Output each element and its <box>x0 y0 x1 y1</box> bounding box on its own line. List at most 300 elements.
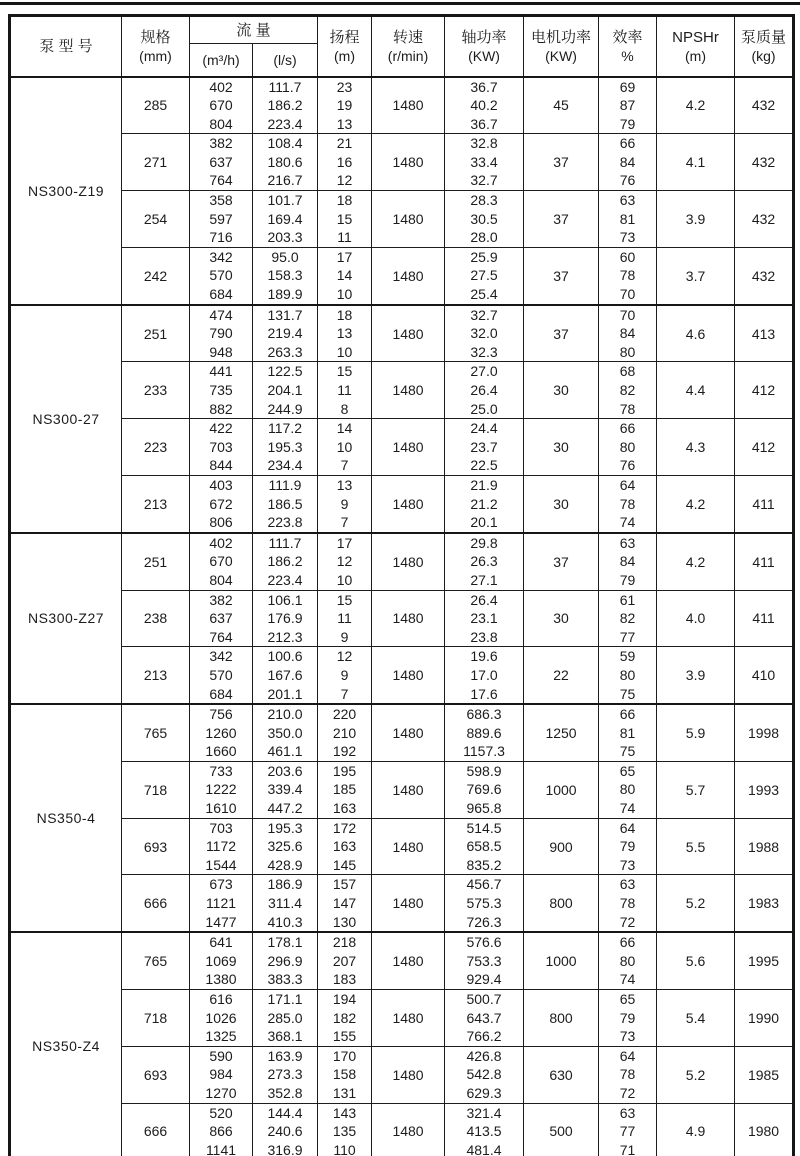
flow-ls-cell-value: 203.3 <box>267 229 303 246</box>
flow-m3h-cell-value: 520 <box>209 1104 233 1121</box>
head-m-cell-value: 10 <box>336 438 353 455</box>
flow-ls-cell-value: 111.9 <box>268 476 302 493</box>
shaft-power-kw-cell-value: 21.2 <box>470 495 498 512</box>
spec-mm-cell: 765 <box>122 932 190 989</box>
head-m-cell <box>318 305 372 362</box>
head-m-cell-value: 9 <box>340 666 349 683</box>
flow-ls-cell <box>253 134 318 191</box>
efficiency-pct-cell-value: 68 <box>619 363 636 380</box>
npshr-m-cell: 4.4 <box>657 362 735 419</box>
col-header-efficiency: 效率 % <box>599 16 657 77</box>
speed-rpm-cell: 1480 <box>372 932 445 989</box>
shaft-power-kw-cell-value: 726.3 <box>466 913 502 930</box>
shaft-power-kw-cell-value: 643.7 <box>466 1009 502 1026</box>
pump-model-name: NS300-Z19 <box>10 77 122 305</box>
flow-ls-cell-value: 223.4 <box>267 571 303 588</box>
efficiency-pct-cell <box>599 704 657 761</box>
flow-m3h-cell-value: 1026 <box>205 1009 237 1026</box>
shaft-power-kw-cell <box>445 990 524 1047</box>
pump-mass-kg-cell: 1985 <box>735 1046 794 1103</box>
flow-m3h-cell-value: 1121 <box>205 895 237 912</box>
shaft-power-kw-cell-value: 19.6 <box>470 648 498 665</box>
npshr-m-cell: 5.2 <box>657 1046 735 1103</box>
flow-ls-cell-value: 158.3 <box>267 267 303 284</box>
pump-mass-kg-cell: 1998 <box>735 704 794 761</box>
head-m-cell-value: 14 <box>336 267 353 284</box>
head-m-cell <box>318 77 372 134</box>
shaft-power-kw-cell-value: 658.5 <box>466 838 502 855</box>
head-m-cell-value: 194 <box>332 991 357 1007</box>
flow-ls-cell-value: 186.2 <box>267 553 303 570</box>
flow-m3h-cell <box>190 362 253 419</box>
spec-mm-cell: 254 <box>122 191 190 248</box>
flow-ls-cell-value: 186.9 <box>267 876 303 893</box>
pump-mass-kg-cell: 1988 <box>735 818 794 875</box>
flow-m3h-cell <box>190 990 253 1047</box>
flow-ls-cell-value: 163.9 <box>267 1047 303 1064</box>
head-m-cell-value: 12 <box>336 553 353 570</box>
shaft-power-kw-cell <box>445 1046 524 1103</box>
pump-spec-table <box>8 14 795 1156</box>
flow-m3h-cell <box>190 191 253 248</box>
head-m-cell-value: 7 <box>340 514 349 531</box>
shaft-power-kw-cell-value: 27.5 <box>470 267 498 284</box>
shaft-power-kw-cell-value: 575.3 <box>466 895 502 912</box>
efficiency-pct-cell-value: 80 <box>619 343 636 360</box>
spec-row <box>10 247 794 304</box>
shaft-power-kw-cell-value: 514.5 <box>466 819 502 836</box>
shaft-power-kw-cell-value: 500.7 <box>466 991 502 1007</box>
spec-row <box>10 419 794 476</box>
flow-ls-cell-value: 95.0 <box>271 248 299 265</box>
pump-mass-kg-cell: 1990 <box>735 990 794 1047</box>
flow-ls-cell-value: 195.3 <box>267 438 303 455</box>
head-m-cell-value: 163 <box>332 800 357 817</box>
efficiency-pct-cell <box>599 647 657 704</box>
shaft-power-kw-cell-value: 32.7 <box>470 306 498 323</box>
head-m-cell-value: 110 <box>333 1141 356 1156</box>
pump-model-name: NS350-Z4 <box>10 932 122 1156</box>
flow-m3h-cell-value: 1660 <box>205 743 237 760</box>
flow-m3h-cell-value: 764 <box>209 172 233 189</box>
head-m-cell-value: 12 <box>336 172 353 189</box>
shaft-power-kw-cell <box>445 932 524 989</box>
pump-mass-kg-cell: 1980 <box>735 1103 794 1156</box>
efficiency-pct-cell-value: 80 <box>619 666 636 683</box>
shaft-power-kw-cell-value: 36.7 <box>470 115 498 132</box>
efficiency-pct-cell-value: 84 <box>619 325 636 342</box>
flow-m3h-cell <box>190 818 253 875</box>
efficiency-pct-cell-value: 78 <box>619 1066 636 1083</box>
npshr-m-cell: 5.5 <box>657 818 735 875</box>
pump-mass-kg-cell: 412 <box>735 419 794 476</box>
flow-m3h-cell-value: 382 <box>209 591 233 608</box>
flow-m3h-cell-value: 670 <box>209 553 233 570</box>
flow-m3h-cell-value: 684 <box>209 685 233 702</box>
shaft-power-kw-cell-value: 32.0 <box>470 325 498 342</box>
efficiency-pct-cell-value: 65 <box>619 991 636 1007</box>
flow-m3h-cell-value: 402 <box>209 534 233 551</box>
shaft-power-kw-cell-value: 753.3 <box>466 952 502 969</box>
flow-m3h-cell-value: 1069 <box>205 952 237 969</box>
efficiency-pct-cell <box>599 191 657 248</box>
flow-m3h-cell <box>190 475 253 532</box>
shaft-power-kw-cell-value: 28.0 <box>470 229 498 246</box>
efficiency-pct-cell <box>599 305 657 362</box>
flow-m3h-cell-value: 358 <box>209 192 233 209</box>
shaft-power-kw-cell-value: 686.3 <box>466 706 502 723</box>
efficiency-pct-cell-value: 77 <box>619 1123 636 1140</box>
efficiency-pct-cell-value: 64 <box>619 476 636 493</box>
flow-ls-cell-value: 219.4 <box>267 325 303 342</box>
shaft-power-kw-cell <box>445 191 524 248</box>
head-m-cell-value: 172 <box>332 819 357 836</box>
flow-ls-cell-value: 244.9 <box>267 400 303 417</box>
npshr-m-cell: 4.0 <box>657 590 735 647</box>
spec-mm-cell: 666 <box>122 1103 190 1156</box>
flow-ls-cell <box>253 761 318 818</box>
head-m-cell-value: 157 <box>332 876 357 893</box>
shaft-power-kw-cell-value: 32.8 <box>470 135 498 152</box>
spec-mm-cell: 285 <box>122 77 190 134</box>
col-header-motor-power: 电机功率 (KW) <box>524 16 599 77</box>
shaft-power-kw-cell-value: 766.2 <box>466 1028 502 1045</box>
spec-row <box>10 647 794 704</box>
efficiency-pct-cell <box>599 590 657 647</box>
shaft-power-kw-cell-value: 27.1 <box>470 571 498 588</box>
shaft-power-kw-cell <box>445 247 524 304</box>
flow-ls-cell-value: 216.7 <box>267 172 303 189</box>
motor-power-kw-cell: 37 <box>524 305 599 362</box>
head-m-cell <box>318 875 372 932</box>
flow-m3h-cell <box>190 704 253 761</box>
efficiency-pct-cell-value: 66 <box>619 934 636 951</box>
flow-m3h-cell-value: 1610 <box>205 800 237 817</box>
spec-row <box>10 932 794 989</box>
flow-m3h-cell-value: 474 <box>209 306 233 323</box>
efficiency-pct-cell-value: 76 <box>619 457 636 474</box>
flow-m3h-cell-value: 756 <box>209 706 233 723</box>
flow-ls-cell-value: 178.1 <box>267 934 303 951</box>
head-m-cell-value: 11 <box>337 610 352 627</box>
pump-mass-kg-cell: 412 <box>735 362 794 419</box>
flow-ls-cell <box>253 590 318 647</box>
flow-ls-cell-value: 352.8 <box>267 1084 303 1101</box>
pump-mass-kg-cell: 411 <box>735 475 794 532</box>
flow-ls-cell <box>253 419 318 476</box>
efficiency-pct-cell-value: 76 <box>619 172 636 189</box>
flow-ls-cell <box>253 191 318 248</box>
shaft-power-kw-cell <box>445 647 524 704</box>
motor-power-kw-cell: 30 <box>524 590 599 647</box>
head-m-cell-value: 11 <box>337 382 352 398</box>
flow-ls-cell-value: 296.9 <box>267 952 303 969</box>
flow-ls-cell <box>253 305 318 362</box>
flow-ls-cell-value: 117.2 <box>268 420 302 437</box>
head-m-cell <box>318 704 372 761</box>
flow-ls-cell-value: 210.0 <box>267 706 303 723</box>
flow-ls-cell-value: 339.4 <box>267 781 303 798</box>
efficiency-pct-cell-value: 82 <box>619 610 636 627</box>
flow-ls-cell-value: 204.1 <box>267 382 303 398</box>
flow-m3h-cell-value: 703 <box>209 438 233 455</box>
shaft-power-kw-cell-value: 321.4 <box>466 1104 502 1121</box>
pump-mass-kg-cell: 1983 <box>735 875 794 932</box>
efficiency-pct-cell-value: 63 <box>619 876 636 893</box>
col-header-flow: 流 量 <box>190 16 318 44</box>
flow-ls-cell-value: 447.2 <box>267 800 303 817</box>
shaft-power-kw-cell <box>445 305 524 362</box>
flow-m3h-cell-value: 1325 <box>205 1028 237 1045</box>
efficiency-pct-cell-value: 66 <box>619 420 636 437</box>
spec-mm-cell: 233 <box>122 362 190 419</box>
pump-mass-kg-cell: 411 <box>735 533 794 590</box>
flow-ls-cell-value: 106.1 <box>267 591 303 608</box>
speed-rpm-cell: 1480 <box>372 247 445 304</box>
flow-m3h-cell-value: 670 <box>209 97 233 114</box>
head-m-cell <box>318 419 372 476</box>
col-header-speed: 转速 (r/min) <box>372 16 445 77</box>
flow-m3h-cell-value: 882 <box>209 400 233 417</box>
spec-row <box>10 362 794 419</box>
flow-m3h-cell-value: 570 <box>209 267 233 284</box>
flow-ls-cell-value: 201.1 <box>267 685 303 702</box>
flow-m3h-cell-value: 616 <box>209 991 233 1007</box>
head-m-cell-value: 147 <box>332 895 357 912</box>
head-m-cell-value: 145 <box>332 856 357 873</box>
flow-ls-cell-value: 176.9 <box>267 610 303 627</box>
head-m-cell-value: 220 <box>332 706 357 723</box>
efficiency-pct-cell-value: 79 <box>619 838 636 855</box>
speed-rpm-cell: 1480 <box>372 818 445 875</box>
motor-power-kw-cell: 45 <box>524 77 599 134</box>
head-m-cell-value: 182 <box>332 1009 357 1026</box>
flow-ls-cell <box>253 932 318 989</box>
shaft-power-kw-cell-value: 426.8 <box>466 1047 502 1064</box>
shaft-power-kw-cell <box>445 475 524 532</box>
head-m-cell-value: 23 <box>336 78 353 95</box>
efficiency-pct-cell-value: 73 <box>619 856 636 873</box>
flow-ls-cell-value: 234.4 <box>267 457 303 474</box>
spec-row <box>10 1046 794 1103</box>
flow-ls-cell-value: 223.4 <box>267 115 303 132</box>
col-header-flow-ls: (l/s) <box>253 44 318 77</box>
shaft-power-kw-cell-value: 889.6 <box>466 724 502 741</box>
flow-m3h-cell-value: 1477 <box>205 913 237 930</box>
head-m-cell-value: 185 <box>332 781 357 798</box>
flow-m3h-cell <box>190 419 253 476</box>
page-top-rule <box>0 2 800 5</box>
flow-ls-cell <box>253 533 318 590</box>
head-m-cell-value: 17 <box>336 248 353 265</box>
efficiency-pct-cell-value: 82 <box>619 382 636 398</box>
flow-m3h-cell-value: 790 <box>209 325 233 342</box>
spec-row <box>10 875 794 932</box>
head-m-cell <box>318 247 372 304</box>
shaft-power-kw-cell-value: 33.4 <box>470 153 498 170</box>
spec-mm-cell: 213 <box>122 647 190 704</box>
pump-model-name: NS300-27 <box>10 305 122 533</box>
flow-m3h-cell-value: 637 <box>209 153 233 170</box>
shaft-power-kw-cell-value: 769.6 <box>466 781 502 798</box>
efficiency-pct-cell <box>599 1103 657 1156</box>
flow-m3h-cell-value: 570 <box>209 666 233 683</box>
shaft-power-kw-cell-value: 21.9 <box>470 476 498 493</box>
motor-power-kw-cell: 37 <box>524 247 599 304</box>
flow-m3h-cell-value: 641 <box>209 934 233 951</box>
flow-m3h-cell-value: 382 <box>209 135 233 152</box>
flow-m3h-cell-value: 866 <box>209 1123 233 1140</box>
flow-ls-cell-value: 428.9 <box>267 856 303 873</box>
head-m-cell <box>318 533 372 590</box>
npshr-m-cell: 4.2 <box>657 77 735 134</box>
head-m-cell-value: 18 <box>336 192 353 209</box>
npshr-m-cell: 5.2 <box>657 875 735 932</box>
shaft-power-kw-cell-value: 26.4 <box>470 591 498 608</box>
shaft-power-kw-cell <box>445 875 524 932</box>
flow-ls-cell-value: 186.5 <box>267 495 303 512</box>
flow-m3h-cell-value: 342 <box>209 648 233 665</box>
flow-ls-cell-value: 410.3 <box>267 913 303 930</box>
flow-ls-cell-value: 368.1 <box>267 1028 303 1045</box>
motor-power-kw-cell: 30 <box>524 475 599 532</box>
efficiency-pct-cell-value: 80 <box>619 952 636 969</box>
head-m-cell-value: 12 <box>336 648 353 665</box>
speed-rpm-cell: 1480 <box>372 1046 445 1103</box>
npshr-m-cell: 4.6 <box>657 305 735 362</box>
npshr-m-cell: 4.9 <box>657 1103 735 1156</box>
head-m-cell-value: 15 <box>336 210 353 227</box>
speed-rpm-cell: 1480 <box>372 647 445 704</box>
efficiency-pct-cell-value: 75 <box>619 685 636 702</box>
flow-m3h-cell-value: 804 <box>209 571 233 588</box>
head-m-cell-value: 13 <box>336 115 353 132</box>
motor-power-kw-cell: 22 <box>524 647 599 704</box>
col-header-pump-model <box>10 16 122 77</box>
efficiency-pct-cell-value: 79 <box>619 115 636 132</box>
flow-ls-cell <box>253 1103 318 1156</box>
shaft-power-kw-cell <box>445 362 524 419</box>
efficiency-pct-cell-value: 80 <box>619 438 636 455</box>
flow-ls-cell-value: 203.6 <box>267 762 303 779</box>
motor-power-kw-cell: 1000 <box>524 932 599 989</box>
col-header-pump-mass: 泵质量 (kg) <box>735 16 794 77</box>
efficiency-pct-cell <box>599 875 657 932</box>
efficiency-pct-cell-value: 66 <box>619 706 636 723</box>
speed-rpm-cell: 1480 <box>372 990 445 1047</box>
efficiency-pct-cell-value: 61 <box>619 591 636 608</box>
spec-table-body <box>10 77 794 1156</box>
efficiency-pct-cell-value: 74 <box>619 800 636 817</box>
flow-m3h-cell <box>190 1046 253 1103</box>
speed-rpm-cell: 1480 <box>372 761 445 818</box>
head-m-cell-value: 143 <box>332 1104 357 1121</box>
npshr-m-cell: 4.1 <box>657 134 735 191</box>
efficiency-pct-cell-value: 73 <box>619 229 636 246</box>
spec-row <box>10 761 794 818</box>
head-m-cell-value: 163 <box>332 838 357 855</box>
flow-ls-cell-value: 111.7 <box>268 534 302 551</box>
pump-mass-kg-cell: 432 <box>735 191 794 248</box>
efficiency-pct-cell-value: 78 <box>619 400 636 417</box>
speed-rpm-cell: 1480 <box>372 77 445 134</box>
flow-m3h-cell <box>190 1103 253 1156</box>
flow-ls-cell <box>253 647 318 704</box>
spec-mm-cell: 251 <box>122 533 190 590</box>
motor-power-kw-cell: 630 <box>524 1046 599 1103</box>
flow-ls-cell <box>253 875 318 932</box>
speed-rpm-cell: 1480 <box>372 419 445 476</box>
flow-ls-cell-value: 169.4 <box>267 210 303 227</box>
flow-m3h-cell-value: 735 <box>209 382 233 398</box>
col-header-head: 扬程 (m) <box>318 16 372 77</box>
speed-rpm-cell: 1480 <box>372 533 445 590</box>
motor-power-kw-cell: 37 <box>524 191 599 248</box>
shaft-power-kw-cell-value: 24.4 <box>470 420 498 437</box>
flow-m3h-cell-value: 806 <box>209 514 233 531</box>
efficiency-pct-cell-value: 87 <box>619 97 636 114</box>
shaft-power-kw-cell <box>445 704 524 761</box>
head-m-cell <box>318 932 372 989</box>
shaft-power-kw-cell-value: 26.3 <box>470 553 498 570</box>
efficiency-pct-cell-value: 79 <box>619 571 636 588</box>
shaft-power-kw-cell-value: 23.7 <box>470 438 498 455</box>
efficiency-pct-cell-value: 74 <box>619 971 636 988</box>
flow-m3h-cell <box>190 647 253 704</box>
motor-power-kw-cell: 30 <box>524 362 599 419</box>
motor-power-kw-cell: 500 <box>524 1103 599 1156</box>
flow-ls-cell-value: 122.5 <box>267 363 303 380</box>
efficiency-pct-cell <box>599 932 657 989</box>
flow-ls-cell <box>253 77 318 134</box>
flow-m3h-cell-value: 1260 <box>205 724 237 741</box>
efficiency-pct-cell <box>599 761 657 818</box>
shaft-power-kw-cell-value: 27.0 <box>470 363 498 380</box>
flow-m3h-cell <box>190 533 253 590</box>
efficiency-pct-cell-value: 71 <box>619 1141 636 1156</box>
spec-row <box>10 818 794 875</box>
shaft-power-kw-cell-value: 26.4 <box>470 382 498 398</box>
head-m-cell <box>318 475 372 532</box>
head-m-cell <box>318 1103 372 1156</box>
efficiency-pct-cell <box>599 818 657 875</box>
head-m-cell-value: 155 <box>332 1028 357 1045</box>
pump-mass-kg-cell: 432 <box>735 247 794 304</box>
head-m-cell-value: 10 <box>336 286 353 303</box>
motor-power-kw-cell: 800 <box>524 875 599 932</box>
flow-ls-cell-value: 195.3 <box>267 819 303 836</box>
head-m-cell <box>318 362 372 419</box>
flow-ls-cell-value: 212.3 <box>267 628 303 645</box>
head-m-cell-value: 15 <box>336 591 353 608</box>
head-m-cell <box>318 134 372 191</box>
flow-ls-cell-value: 167.6 <box>267 666 303 683</box>
pump-mass-kg-cell: 410 <box>735 647 794 704</box>
shaft-power-kw-cell-value: 32.7 <box>470 172 498 189</box>
spec-mm-cell: 718 <box>122 990 190 1047</box>
pump-model-name: NS300-Z27 <box>10 533 122 704</box>
npshr-m-cell: 3.7 <box>657 247 735 304</box>
flow-m3h-cell-value: 673 <box>209 876 233 893</box>
flow-m3h-cell-value: 441 <box>209 363 233 380</box>
efficiency-pct-cell-value: 74 <box>619 514 636 531</box>
efficiency-pct-cell <box>599 247 657 304</box>
col-header-label: 泵 型 号 <box>39 37 93 55</box>
npshr-m-cell: 4.3 <box>657 419 735 476</box>
shaft-power-kw-cell-value: 456.7 <box>466 876 502 893</box>
efficiency-pct-cell-value: 78 <box>619 495 636 512</box>
shaft-power-kw-cell-value: 17.0 <box>470 666 498 683</box>
